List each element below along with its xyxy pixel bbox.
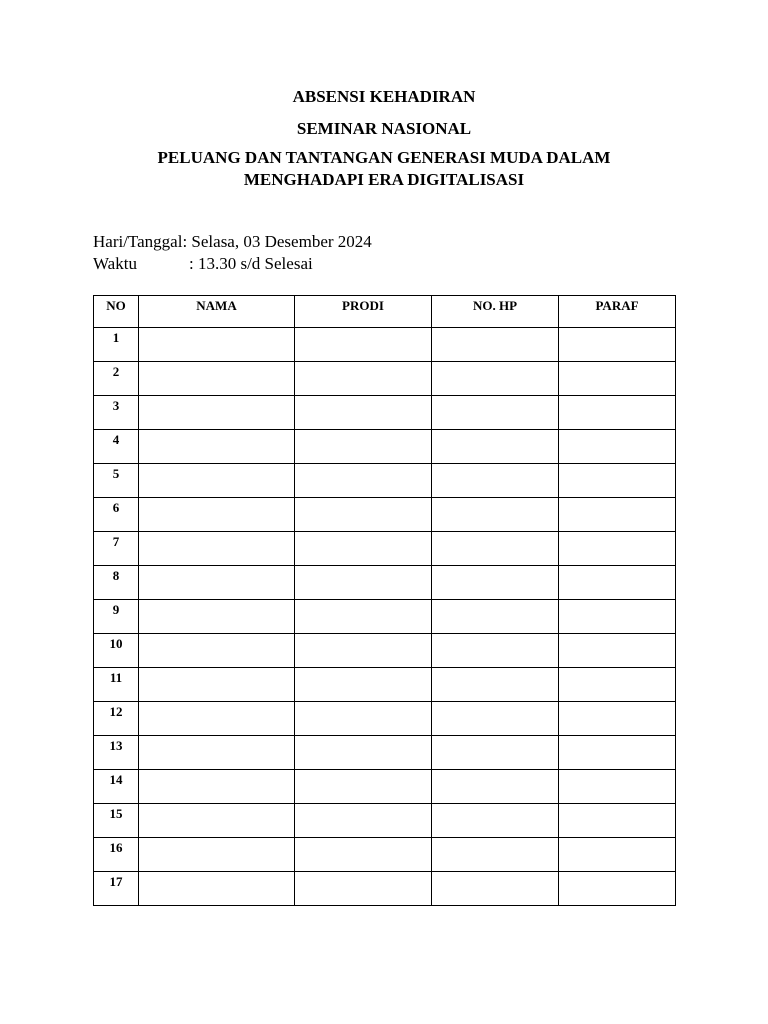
table-row bbox=[94, 770, 676, 804]
header-no-hp: NO. HP bbox=[432, 296, 559, 328]
cell-no-hp[interactable] bbox=[432, 498, 559, 532]
cell-nama[interactable] bbox=[139, 396, 295, 430]
event-info bbox=[93, 231, 372, 275]
header-paraf: PARAF bbox=[559, 296, 676, 328]
table-row bbox=[94, 634, 676, 668]
cell-no: 15 bbox=[94, 804, 139, 838]
table-row bbox=[94, 736, 676, 770]
cell-paraf[interactable] bbox=[559, 804, 676, 838]
cell-nama[interactable] bbox=[139, 804, 295, 838]
cell-no-hp[interactable] bbox=[432, 770, 559, 804]
cell-no: 2 bbox=[94, 362, 139, 396]
cell-no: 1 bbox=[94, 328, 139, 362]
date-row bbox=[93, 231, 372, 253]
cell-no: 9 bbox=[94, 600, 139, 634]
cell-paraf[interactable] bbox=[559, 430, 676, 464]
cell-paraf[interactable] bbox=[559, 498, 676, 532]
cell-nama[interactable] bbox=[139, 668, 295, 702]
cell-no: 13 bbox=[94, 736, 139, 770]
cell-paraf[interactable] bbox=[559, 566, 676, 600]
cell-prodi[interactable] bbox=[295, 532, 432, 566]
cell-no-hp[interactable] bbox=[432, 464, 559, 498]
document-subtitle: SEMINAR NASIONAL bbox=[296, 119, 472, 138]
title-block bbox=[0, 86, 768, 191]
cell-no: 11 bbox=[94, 668, 139, 702]
cell-no: 17 bbox=[94, 872, 139, 906]
table-body bbox=[94, 328, 676, 906]
cell-no-hp[interactable] bbox=[432, 328, 559, 362]
table-header-row bbox=[94, 296, 676, 328]
cell-nama[interactable] bbox=[139, 770, 295, 804]
cell-nama[interactable] bbox=[139, 634, 295, 668]
table-row bbox=[94, 328, 676, 362]
cell-no: 7 bbox=[94, 532, 139, 566]
table-row bbox=[94, 872, 676, 906]
cell-nama[interactable] bbox=[139, 328, 295, 362]
cell-no: 5 bbox=[94, 464, 139, 498]
cell-paraf[interactable] bbox=[559, 328, 676, 362]
date-label: Hari/Tanggal bbox=[93, 232, 183, 251]
attendance-table bbox=[93, 295, 676, 906]
cell-nama[interactable] bbox=[139, 736, 295, 770]
table-row bbox=[94, 532, 676, 566]
header-nama: NAMA bbox=[139, 296, 295, 328]
time-label: Waktu bbox=[93, 254, 137, 273]
table-row bbox=[94, 600, 676, 634]
cell-no: 10 bbox=[94, 634, 139, 668]
cell-no: 4 bbox=[94, 430, 139, 464]
header-prodi: PRODI bbox=[295, 296, 432, 328]
cell-prodi[interactable] bbox=[295, 736, 432, 770]
cell-paraf[interactable] bbox=[559, 634, 676, 668]
cell-prodi[interactable] bbox=[295, 702, 432, 736]
cell-no-hp[interactable] bbox=[432, 804, 559, 838]
cell-paraf[interactable] bbox=[559, 770, 676, 804]
theme-line-2: MENGHADAPI ERA DIGITALISASI bbox=[243, 170, 525, 189]
cell-no-hp[interactable] bbox=[432, 532, 559, 566]
cell-no-hp[interactable] bbox=[432, 430, 559, 464]
cell-prodi[interactable] bbox=[295, 396, 432, 430]
cell-paraf[interactable] bbox=[559, 464, 676, 498]
cell-no: 8 bbox=[94, 566, 139, 600]
cell-no: 16 bbox=[94, 838, 139, 872]
cell-prodi[interactable] bbox=[295, 566, 432, 600]
cell-no-hp[interactable] bbox=[432, 736, 559, 770]
cell-no-hp[interactable] bbox=[432, 634, 559, 668]
cell-prodi[interactable] bbox=[295, 328, 432, 362]
table-row bbox=[94, 566, 676, 600]
table-row bbox=[94, 804, 676, 838]
cell-nama[interactable] bbox=[139, 702, 295, 736]
cell-nama[interactable] bbox=[139, 600, 295, 634]
cell-no: 14 bbox=[94, 770, 139, 804]
table-row bbox=[94, 396, 676, 430]
table-row bbox=[94, 464, 676, 498]
cell-prodi[interactable] bbox=[295, 634, 432, 668]
cell-prodi[interactable] bbox=[295, 600, 432, 634]
cell-no-hp[interactable] bbox=[432, 872, 559, 906]
cell-prodi[interactable] bbox=[295, 498, 432, 532]
cell-nama[interactable] bbox=[139, 464, 295, 498]
time-value: : 13.30 s/d Selesai bbox=[189, 254, 313, 273]
cell-no-hp[interactable] bbox=[432, 362, 559, 396]
cell-no-hp[interactable] bbox=[432, 838, 559, 872]
cell-no-hp[interactable] bbox=[432, 668, 559, 702]
cell-no-hp[interactable] bbox=[432, 600, 559, 634]
table-row bbox=[94, 498, 676, 532]
time-row bbox=[93, 253, 372, 275]
cell-prodi[interactable] bbox=[295, 464, 432, 498]
cell-prodi[interactable] bbox=[295, 362, 432, 396]
cell-no-hp[interactable] bbox=[432, 566, 559, 600]
cell-paraf[interactable] bbox=[559, 838, 676, 872]
cell-no-hp[interactable] bbox=[432, 396, 559, 430]
document-title: ABSENSI KEHADIRAN bbox=[292, 87, 476, 106]
table-row bbox=[94, 362, 676, 396]
cell-nama[interactable] bbox=[139, 872, 295, 906]
cell-paraf[interactable] bbox=[559, 532, 676, 566]
cell-prodi[interactable] bbox=[295, 838, 432, 872]
header-no: NO bbox=[94, 296, 139, 328]
cell-paraf[interactable] bbox=[559, 362, 676, 396]
cell-paraf[interactable] bbox=[559, 668, 676, 702]
cell-nama[interactable] bbox=[139, 566, 295, 600]
cell-paraf[interactable] bbox=[559, 872, 676, 906]
table-row bbox=[94, 702, 676, 736]
cell-no: 6 bbox=[94, 498, 139, 532]
cell-nama[interactable] bbox=[139, 498, 295, 532]
cell-prodi[interactable] bbox=[295, 770, 432, 804]
cell-nama[interactable] bbox=[139, 532, 295, 566]
cell-paraf[interactable] bbox=[559, 736, 676, 770]
table-row bbox=[94, 430, 676, 464]
cell-prodi[interactable] bbox=[295, 430, 432, 464]
cell-paraf[interactable] bbox=[559, 600, 676, 634]
cell-nama[interactable] bbox=[139, 430, 295, 464]
table-row bbox=[94, 668, 676, 702]
cell-nama[interactable] bbox=[139, 362, 295, 396]
date-value: : Selasa, 03 Desember 2024 bbox=[182, 232, 372, 251]
theme-line-1: PELUANG DAN TANTANGAN GENERASI MUDA DALAM bbox=[157, 148, 611, 167]
table-row bbox=[94, 838, 676, 872]
cell-prodi[interactable] bbox=[295, 804, 432, 838]
cell-paraf[interactable] bbox=[559, 396, 676, 430]
cell-prodi[interactable] bbox=[295, 872, 432, 906]
cell-nama[interactable] bbox=[139, 838, 295, 872]
cell-no: 12 bbox=[94, 702, 139, 736]
cell-no-hp[interactable] bbox=[432, 702, 559, 736]
cell-paraf[interactable] bbox=[559, 702, 676, 736]
cell-no: 3 bbox=[94, 396, 139, 430]
cell-prodi[interactable] bbox=[295, 668, 432, 702]
